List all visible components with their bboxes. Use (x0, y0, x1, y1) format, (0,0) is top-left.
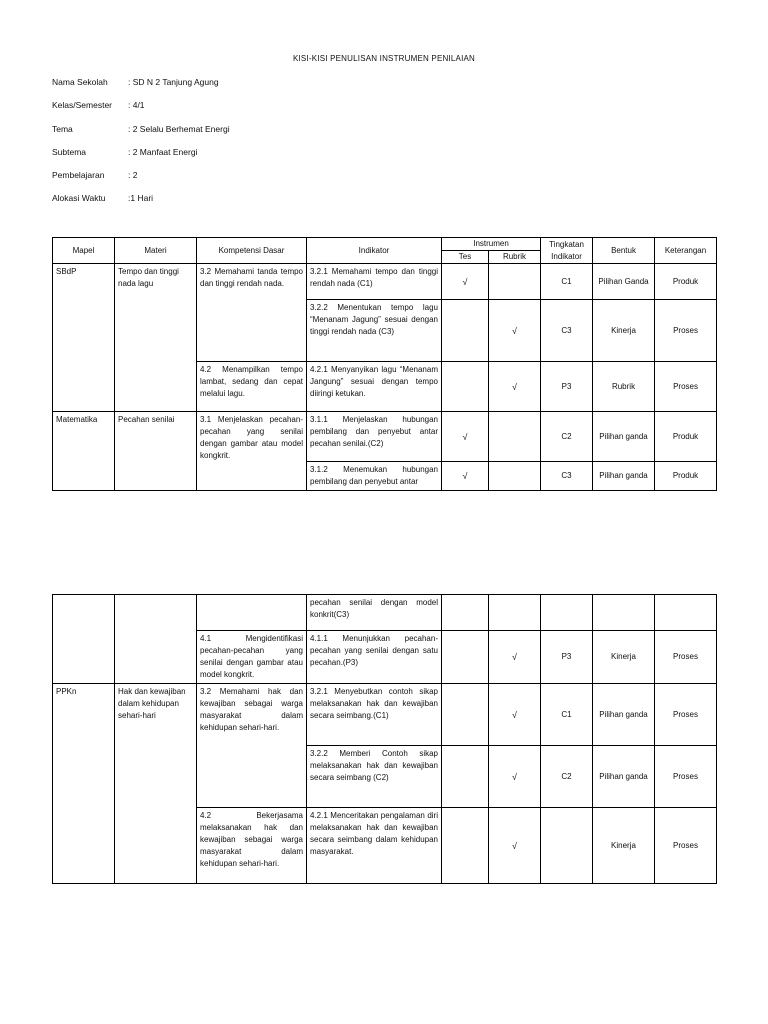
tes-cell (442, 746, 489, 808)
tes-cell (442, 684, 489, 746)
table-row (53, 595, 717, 631)
indikator-cell: 4.2.1 Menyanyikan lagu “Menanam Jangung” sesuai dengan tempo diiringi ketukan. (307, 362, 442, 412)
indikator-cell: 4.2.1 Menceritakan pengalaman diri melaksanakan hak dan kewajiban secara seimbang dalam kehidupan masyarakat. (307, 808, 442, 884)
kisi-kisi-table-page2 (52, 594, 717, 884)
tingkatan-cell: P3 (541, 631, 593, 684)
header-kompetensi-dasar: Kompetensi Dasar (197, 238, 307, 264)
tingkatan-cell: C1 (541, 264, 593, 300)
rubrik-check: √ (489, 746, 541, 808)
rubrik-cell (489, 412, 541, 462)
header-instrumen: Instrumen (442, 238, 541, 251)
mapel-cell: Matematika (53, 412, 115, 491)
tingkatan-cell: C1 (541, 684, 593, 746)
keterangan-cell: Proses (655, 362, 717, 412)
tes-cell (442, 595, 489, 631)
header-tes: Tes (442, 251, 489, 264)
info-kelas-semester: Kelas/Semester : 4/1 (52, 100, 145, 110)
kd-cell: 3.2 Memahami tanda tempo dan tinggi rendah nada. (197, 264, 307, 362)
table-row (53, 412, 717, 462)
keterangan-cell (655, 595, 717, 631)
tes-check: √ (442, 412, 489, 462)
indikator-cell: 3.2.2 Memberi Contoh sikap melaksanakan hak dan kewajiban secara seimbang (C2) (307, 746, 442, 808)
keterangan-cell: Proses (655, 631, 717, 684)
kd-cell: 3.1 Menjelaskan pecahan- pecahan yang senilai dengan gambar atau model kongkrit. (197, 412, 307, 491)
bentuk-cell: Pilihan ganda (593, 462, 655, 491)
bentuk-cell: Pilihan Ganda (593, 264, 655, 300)
kisi-kisi-table-page1 (52, 237, 717, 491)
tingkatan-cell: C3 (541, 300, 593, 362)
indikator-cell: 4.1.1 Menunjukkan pecahan-pecahan yang senilai dengan satu pecahan.(P3) (307, 631, 442, 684)
header-rubrik: Rubrik (489, 251, 541, 264)
indikator-cell: 3.2.2 Menentukan tempo lagu “Menanam Jagung” sesuai dengan tinggi rendah nada (C3) (307, 300, 442, 362)
header-indikator: Indikator (307, 238, 442, 264)
info-nama-sekolah: Nama Sekolah : SD N 2 Tanjung Agung (52, 77, 219, 87)
rubrik-cell (489, 462, 541, 491)
header-mapel: Mapel (53, 238, 115, 264)
header-keterangan: Keterangan (655, 238, 717, 264)
tingkatan-cell: C2 (541, 412, 593, 462)
tes-check: √ (442, 462, 489, 491)
rubrik-check: √ (489, 631, 541, 684)
bentuk-cell: Kinerja (593, 808, 655, 884)
kd-cell (197, 595, 307, 631)
header-materi: Materi (115, 238, 197, 264)
indikator-cell: pecahan senilai dengan model konkrit(C3) (307, 595, 442, 631)
mapel-cell: SBdP (53, 264, 115, 412)
rubrik-check: √ (489, 808, 541, 884)
keterangan-cell: Proses (655, 808, 717, 884)
materi-cell: Tempo dan tinggi nada lagu (115, 264, 197, 412)
tes-cell (442, 631, 489, 684)
tes-cell (442, 362, 489, 412)
bentuk-cell: Kinerja (593, 631, 655, 684)
tingkatan-cell: C3 (541, 462, 593, 491)
header-tingkatan-indikator: Tingkatan Indikator (541, 238, 593, 264)
tes-check: √ (442, 264, 489, 300)
bentuk-cell: Pilihan ganda (593, 746, 655, 808)
info-alokasi-waktu: Alokasi Waktu :1 Hari (52, 193, 154, 203)
tes-cell (442, 808, 489, 884)
keterangan-cell: Proses (655, 746, 717, 808)
kd-cell: 4.2 Bekerjasama melaksanakan hak dan kewajiban sebagai warga masyarakat dalam kehidupan sehari-hari. (197, 808, 307, 884)
indikator-cell: 3.2.1 Menyebutkan contoh sikap melaksanakan hak dan kewajiban secara seimbang.(C1) (307, 684, 442, 746)
document-title: KISI-KISI PENULISAN INSTRUMEN PENILAIAN (292, 54, 476, 63)
tingkatan-cell: C2 (541, 746, 593, 808)
bentuk-cell (593, 595, 655, 631)
kd-cell: 4.1 Mengidentifikasi pecahan-pecahan yang senilai dengan gambar atau model kongkrit. (197, 631, 307, 684)
tes-cell (442, 300, 489, 362)
bentuk-cell: Kinerja (593, 300, 655, 362)
info-pembelajaran: Pembelajaran : 2 (52, 170, 138, 180)
tingkatan-cell: P3 (541, 362, 593, 412)
bentuk-cell: Pilihan ganda (593, 684, 655, 746)
materi-cell (115, 595, 197, 684)
keterangan-cell: Produk (655, 264, 717, 300)
tingkatan-cell (541, 808, 593, 884)
tingkatan-cell (541, 595, 593, 631)
header-bentuk: Bentuk (593, 238, 655, 264)
bentuk-cell: Rubrik (593, 362, 655, 412)
table-row (53, 264, 717, 300)
materi-cell: Pecahan senilai (115, 412, 197, 491)
mapel-cell: PPKn (53, 684, 115, 884)
mapel-cell (53, 595, 115, 684)
table-row (53, 684, 717, 746)
rubrik-cell (489, 264, 541, 300)
keterangan-cell: Produk (655, 462, 717, 491)
kd-cell: 4.2 Menampilkan tempo lambat, sedang dan cepat melalui lagu. (197, 362, 307, 412)
info-tema: Tema : 2 Selalu Berhemat Energi (52, 124, 230, 134)
rubrik-check: √ (489, 362, 541, 412)
info-subtema: Subtema : 2 Manfaat Energi (52, 147, 198, 157)
materi-cell: Hak dan kewajiban dalam kehidupan sehari-hari (115, 684, 197, 884)
indikator-cell: 3.1.2 Menemukan hubungan pembilang dan penyebut antar (307, 462, 442, 491)
keterangan-cell: Proses (655, 300, 717, 362)
keterangan-cell: Produk (655, 412, 717, 462)
kd-cell: 3.2 Memahami hak dan kewajiban sebagai warga masyarakat dalam kehidupan sehari-hari. (197, 684, 307, 808)
rubrik-check: √ (489, 300, 541, 362)
indikator-cell: 3.1.1 Menjelaskan hubungan pembilang dan penyebut antar pecahan senilai.(C2) (307, 412, 442, 462)
bentuk-cell: Pilihan ganda (593, 412, 655, 462)
keterangan-cell: Proses (655, 684, 717, 746)
rubrik-check: √ (489, 684, 541, 746)
rubrik-cell (489, 595, 541, 631)
indikator-cell: 3.2.1 Memahami tempo dan tinggi rendah nada (C1) (307, 264, 442, 300)
